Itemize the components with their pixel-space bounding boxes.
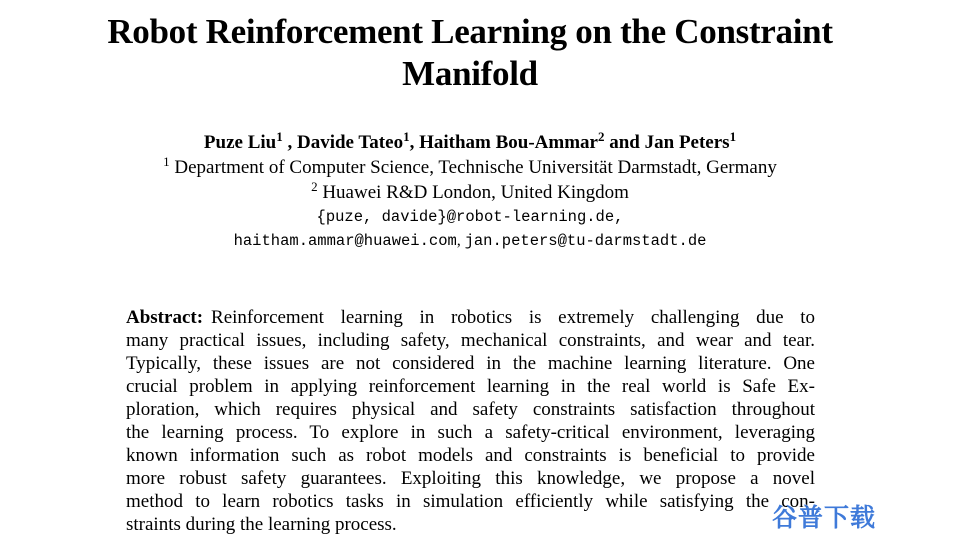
site-watermark: 谷普下载 [772,503,877,532]
email-group[interactable]: {puze, davide}@robot-learning.de, [316,208,624,226]
email-line-1 [0,207,940,227]
abstract-line [126,306,815,329]
abstract-line: many practical issues, including safety, mechanical constraints, and wear and tear. [126,330,815,351]
author-name: Haitham Bou-Ammar [419,132,598,153]
author-name: Davide Tateo [296,132,404,153]
abstract-line: more robust safety guarantees. Exploiting this knowledge, we propose a novel [126,468,815,489]
abstract [126,306,815,536]
author-affiliation-mark: 1 [276,129,283,144]
author-name: Puze Liu [203,132,277,153]
author-affiliation-mark: 1 [729,129,737,144]
author-affiliation-mark: 2 [597,129,605,144]
abstract-line: straints during the learning process. [126,514,397,535]
paper-title [60,11,880,95]
abstract-label: Abstract: [126,307,204,328]
author-separator: and [604,132,645,153]
abstract-line: the learning process. To explore in such a safety-critical environment, leveraging [126,422,815,443]
abstract-line: method to learn robotics tasks in simulation efficiently while satisfying the con- [126,491,815,512]
email-tu-darmstadt[interactable]: jan.peters@tu-darmstadt.de [464,232,707,250]
affiliation-1 [0,156,940,180]
author-list [0,131,940,155]
paper-title-line-2: Manifold [402,54,538,93]
abstract-line: ploration, which requires physical and safety constraints satisfaction throughout [126,399,815,420]
abstract-text: Reinforcement learning in robotics is extremely challenging due to [211,307,815,328]
email-separator: , [456,232,465,249]
affiliation-mark: 1 [163,154,170,169]
affiliation-2 [0,181,940,205]
email-line-2 [0,231,940,251]
author-name: Jan Peters [644,132,730,153]
paper-title-line-1: Robot Reinforcement Learning on the Constraint [107,12,833,51]
email-huawei[interactable]: haitham.ammar@huawei.com [233,232,457,250]
abstract-line: known information such as robot models and constraints is beneficial to provide [126,445,815,466]
author-affiliation-mark: 1 [403,129,410,144]
affiliation-text: Department of Computer Science, Technische Universität Darmstadt, Germany [174,157,777,178]
abstract-line: crucial problem in applying reinforcement learning in the real world is Safe Ex- [126,376,815,397]
affiliation-mark: 2 [311,179,318,194]
affiliation-text: Huawei R&D London, United Kingdom [322,182,629,203]
author-separator: , [409,132,420,153]
author-separator: , [282,132,297,153]
abstract-line: Typically, these issues are not considered in the machine learning literature. One [126,353,815,374]
